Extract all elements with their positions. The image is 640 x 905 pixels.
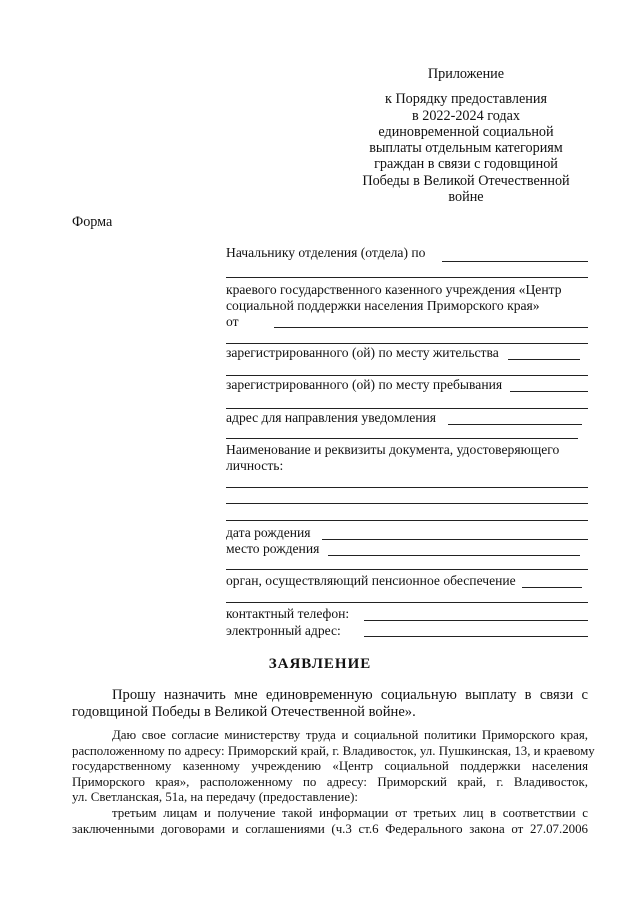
id-document-label-line1: Наименование и реквизиты документа, удостоверяющего [226,442,560,457]
appendix-title: Приложение [427,66,505,82]
residence-label: зарегистрированного (ой) по месту жительства [226,345,499,360]
paragraph-line: ул. Светланская, 51а, на передачу (предоставление): [72,790,358,805]
residence-field-line2[interactable] [226,375,588,376]
id-document-field-1[interactable] [226,487,588,488]
birth-date-label: дата рождения [226,525,311,540]
paragraph-line: Прошу назначить мне единовременную социальную выплату в связи с [112,687,588,703]
pension-body-field[interactable] [522,587,582,588]
pension-body-label: орган, осуществляющий пенсионное обеспечение [226,573,516,588]
paragraph-line: расположенному по адресу: Приморский край, г. Владивосток, ул. Пушкинская, 13, и краевому [72,743,595,758]
stay-field-line2[interactable] [226,408,588,409]
appendix-line: единовременной социальной [378,123,554,140]
department-field[interactable] [442,261,588,262]
department-field-line2[interactable] [226,277,588,278]
birth-date-field[interactable] [322,539,588,540]
birth-place-label: место рождения [226,541,320,556]
birth-place-field-line2[interactable] [226,569,588,570]
institution-name-line2: социальной поддержки населения Приморского края» [226,298,540,313]
from-label: от [226,314,239,329]
phone-label: контактный телефон: [226,606,350,621]
statement-title: ЗАЯВЛЕНИЕ [268,656,372,672]
statement-paragraph [72,687,588,721]
appendix-line: войне [448,189,484,206]
phone-field[interactable] [364,620,588,621]
paragraph-line: годовщиной Победы в Великой Отечественной войне». [72,704,416,720]
notification-address-label: адрес для направления уведомления [226,410,437,425]
paragraph-line: третьим лицам и получение такой информации от третьих лиц в соответствии с [112,805,588,820]
paragraph-line: государственному казенному учреждению «Центр социальной поддержки населения [72,759,588,774]
appendix-line: граждан в связи с годовщиной [374,156,558,173]
appendix-line: выплаты отдельным категориям [369,140,563,157]
id-document-field-3[interactable] [226,520,588,521]
pension-body-field-line2[interactable] [226,602,588,603]
appendix-line: в 2022-2024 годах [411,107,521,124]
email-field[interactable] [364,636,588,637]
birth-place-field[interactable] [328,555,580,556]
notification-address-field[interactable] [448,424,582,425]
appendix-line: к Порядку предоставления [385,91,547,108]
appendix-header [350,66,582,205]
stay-field[interactable] [510,391,588,392]
notification-address-field-line2[interactable] [226,438,578,439]
stay-label: зарегистрированного (ой) по месту пребывания [226,377,503,392]
paragraph-line: Даю свое согласие министерству труда и социальной политики Приморского края, [112,728,588,742]
consent-paragraph [72,728,595,837]
residence-field[interactable] [508,359,580,360]
applicant-name-field-line2[interactable] [226,343,588,344]
form-label: Форма [72,214,113,230]
id-document-label-line2: личность: [226,458,284,473]
addressee-label: Начальнику отделения (отдела) по [226,245,426,260]
institution-name-line1: краевого государственного казенного учреждения «Центр [226,282,562,297]
paragraph-line: Приморского края», расположенному по адресу: Приморский край, г. Владивосток, [72,774,588,789]
id-document-field-2[interactable] [226,503,588,504]
paragraph-line: заключенными договорами и соглашениями (ч.3 ст.6 Федерального закона от 27.07.2006 [72,821,588,836]
applicant-name-field[interactable] [274,327,588,328]
email-label: электронный адрес: [226,623,341,638]
appendix-line: Победы в Великой Отечественной [362,172,570,189]
